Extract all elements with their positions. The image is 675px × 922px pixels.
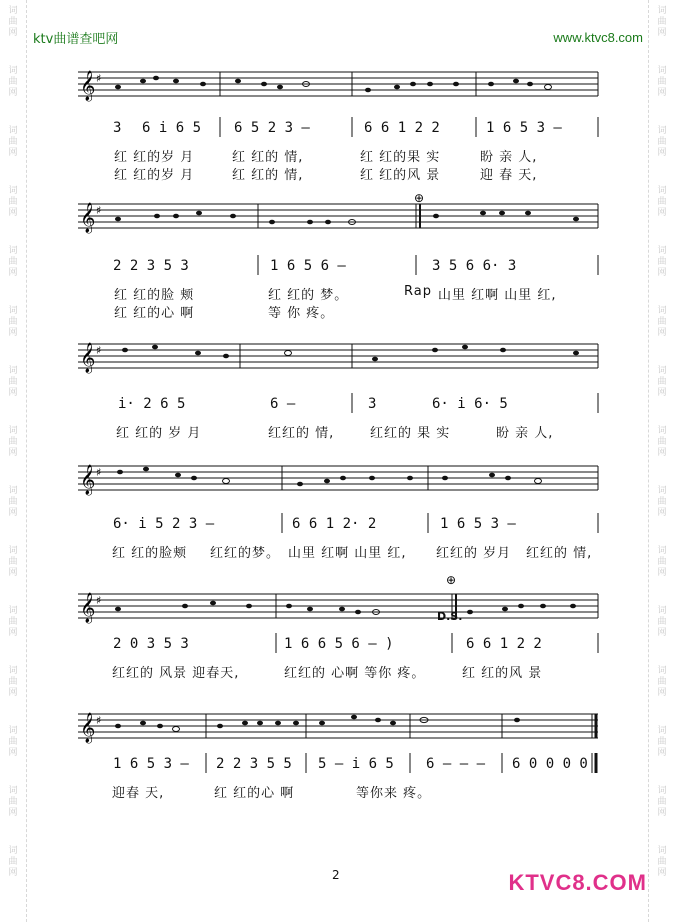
watermark-text: 词 曲 网 (657, 6, 667, 38)
jianpu-bar: 6 5 2 3 – (234, 120, 310, 136)
site-name: ktv曲谱查吧网 (33, 32, 119, 47)
svg-text:𝄞: 𝄞 (80, 465, 96, 495)
watermark-text: 词 曲 网 (657, 366, 667, 398)
watermark-text: 词 曲 网 (8, 426, 18, 458)
lyric-phrase: 红 红的 梦。 (268, 288, 349, 303)
jianpu-bar: 2 2 3 5 3 (113, 258, 189, 274)
lyric-phrase: 迎春 天, (112, 786, 165, 801)
lyric-phrase: 红 红的风 景 (462, 666, 543, 681)
watermark-text: 词 曲 网 (657, 846, 667, 878)
lyric-phrase: 等你来 疼。 (356, 786, 432, 801)
lyric-phrase: 红 红的 情, (232, 168, 304, 183)
watermark-text: 词 曲 网 (657, 786, 667, 818)
jianpu-bar: 5 – i 6 5 (318, 756, 394, 772)
lyric-phrase: 红红的 果 实 (370, 426, 451, 441)
jianpu-bar: 6 – (270, 396, 296, 412)
watermark-text: 词 曲 网 (657, 66, 667, 98)
lyric-phrase: 等 你 疼。 (268, 306, 335, 321)
watermark-text: 词 曲 网 (657, 486, 667, 518)
watermark-text: 词 曲 网 (657, 606, 667, 638)
svg-text:♯: ♯ (96, 466, 102, 479)
watermark-text: 词 曲 网 (657, 546, 667, 578)
jianpu-bar: 1 6 6 5 6 – ) (284, 636, 394, 652)
watermark-text: 词 曲 网 (8, 126, 18, 158)
lyric-phrase: 山里 红啊 山里 红, (438, 288, 557, 303)
lyric-phrase: 红 红的 岁 月 (116, 426, 202, 441)
lyric-phrase: 盼 亲 人, (480, 150, 538, 165)
jianpu-bar: 2 2 3 5 5 (216, 756, 292, 772)
lyric-phrase: 红红的梦。 (210, 546, 281, 561)
jianpu-bar: 1 6 5 6 – (270, 258, 346, 274)
jianpu-bar: 2 0 3 5 3 (113, 636, 189, 652)
lyric-phrase: 红 红的脸颊 (112, 546, 188, 561)
lyric-phrase: Rap (404, 284, 432, 299)
watermark-text: 词 曲 网 (657, 426, 667, 458)
ktvc8-logo: KTVC8.COM (508, 870, 647, 895)
jianpu-bar: 6· i 6· 5 (432, 396, 508, 412)
svg-text:⊕: ⊕ (446, 573, 457, 587)
svg-text:⊕: ⊕ (414, 191, 425, 205)
watermark-text: 词 曲 网 (8, 366, 18, 398)
lyric-phrase: 红红的 心啊 等你 疼。 (284, 666, 426, 681)
lyric-phrase: 红 红的心 啊 (214, 786, 295, 801)
jianpu-bar: 1 6 5 3 – (486, 120, 562, 136)
watermark-text: 词 曲 网 (8, 786, 18, 818)
svg-text:𝄞: 𝄞 (80, 713, 96, 743)
watermark-text: 词 曲 网 (657, 726, 667, 758)
svg-text:♯: ♯ (96, 72, 102, 85)
svg-text:♯: ♯ (96, 594, 102, 607)
watermark-text: 词 曲 网 (8, 306, 18, 338)
page-number: 2 (332, 868, 340, 882)
lyric-phrase: 山里 红啊 山里 红, (288, 546, 407, 561)
lyric-phrase: 红红的 岁月 (436, 546, 512, 561)
lyric-phrase: 红 红的心 啊 (114, 306, 195, 321)
watermark-text: 词 曲 网 (657, 306, 667, 338)
watermark-text: 词 曲 网 (8, 606, 18, 638)
lyric-phrase: 红 红的 情, (232, 150, 304, 165)
lyric-phrase: 红红的 风景 迎春天, (112, 666, 240, 681)
jianpu-bar: 6· i 5 2 3 – (113, 516, 215, 532)
lyric-phrase: 盼 亲 人, (496, 426, 554, 441)
jianpu-bar: 6 i 6 5 (142, 120, 202, 136)
lyric-phrase: 红 红的岁 月 (114, 168, 195, 183)
watermark-text: 词 曲 网 (657, 126, 667, 158)
svg-text:𝄞: 𝄞 (80, 203, 96, 233)
watermark-text: 词 曲 网 (8, 726, 18, 758)
jianpu-bar: 6 6 1 2· 2 (292, 516, 377, 532)
watermark-text: 词 曲 网 (8, 6, 18, 38)
jianpu-bar: 3 (113, 120, 122, 136)
site-url[interactable]: www.ktvc8.com (553, 30, 643, 45)
watermark-text: 词 曲 网 (8, 66, 18, 98)
watermark-text: 词 曲 网 (8, 246, 18, 278)
jianpu-bar: 6 6 1 2 2 (364, 120, 440, 136)
jianpu-bar: 3 (368, 396, 377, 412)
lyric-phrase: 红 红的岁 月 (114, 150, 195, 165)
svg-text:♯: ♯ (96, 204, 102, 217)
jianpu-bar: 6 6 1 2 2 (466, 636, 542, 652)
svg-text:𝄞: 𝄞 (80, 71, 96, 101)
lyric-phrase: 红 红的脸 颊 (114, 288, 195, 303)
svg-text:𝄞: 𝄞 (80, 593, 96, 623)
svg-text:♯: ♯ (96, 714, 102, 727)
lyric-phrase: 红 红的风 景 (360, 168, 441, 183)
lyric-phrase: 红 红的果 实 (360, 150, 441, 165)
jianpu-bar: 1 6 5 3 – (440, 516, 516, 532)
watermark-text: 词 曲 网 (8, 846, 18, 878)
ds-marking: D.S. (437, 610, 463, 623)
lyric-phrase: 红红的 情, (526, 546, 593, 561)
watermark-text: 词 曲 网 (8, 546, 18, 578)
svg-text:♯: ♯ (96, 344, 102, 357)
watermark-text: 词 曲 网 (8, 186, 18, 218)
watermark-text: 词 曲 网 (657, 666, 667, 698)
jianpu-bar: 1 6 5 3 – (113, 756, 189, 772)
jianpu-bar: 6 – – – (426, 756, 486, 772)
watermark-text: 词 曲 网 (8, 666, 18, 698)
jianpu-bar: 3 5 6 6· 3 (432, 258, 517, 274)
jianpu-bar: i· 2 6 5 (118, 396, 186, 412)
watermark-text: 词 曲 网 (657, 246, 667, 278)
lyric-phrase: 红红的 情, (268, 426, 335, 441)
lyric-phrase: 迎 春 天, (480, 168, 538, 183)
watermark-text: 词 曲 网 (8, 486, 18, 518)
svg-text:𝄞: 𝄞 (80, 343, 96, 373)
jianpu-bar: 6 0 0 0 0 (512, 756, 588, 772)
watermark-text: 词 曲 网 (657, 186, 667, 218)
